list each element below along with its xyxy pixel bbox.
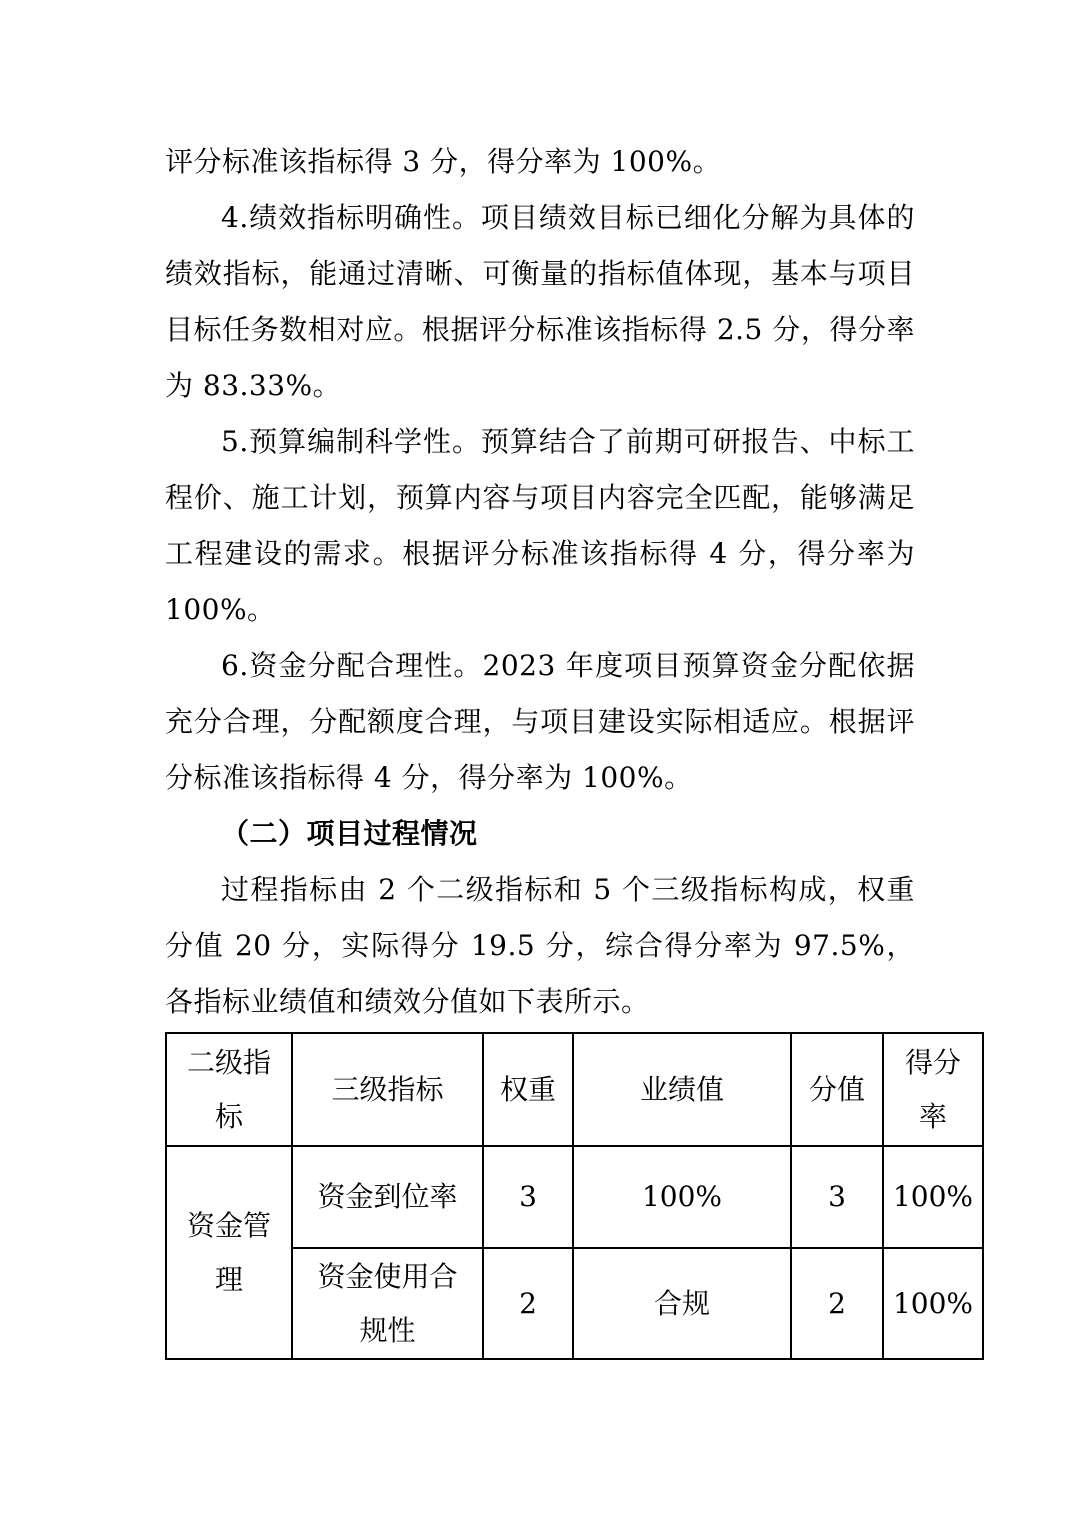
cell-fund-compliance-weight: 2 <box>483 1248 573 1359</box>
process-indicator-table <box>165 1032 984 1360</box>
cell-fund-compliance-score: 2 <box>791 1248 883 1359</box>
cell-fund-usage-compliance: 资金使用合规性 <box>292 1248 483 1359</box>
cell-fund-arrival-weight: 3 <box>483 1146 573 1248</box>
paragraph-process-summary: 过程指标由 2 个二级指标和 5 个三级指标构成，权重分值 20 分，实际得分 19.5 分，综合得分率为 97.5%，各指标业绩值和绩效分值如下表所示。 <box>165 873 915 1018</box>
table-row-fund-arrival <box>166 1146 983 1248</box>
cell-fund-arrival-score: 3 <box>791 1146 883 1248</box>
cell-fund-arrival-performance: 100% <box>573 1146 791 1248</box>
header-cell-level2-indicator: 二级指标 <box>166 1033 292 1146</box>
cell-fund-arrival-rate-percent: 100% <box>883 1146 983 1248</box>
header-cell-level3-indicator: 三级指标 <box>292 1033 483 1146</box>
paragraph-indicator-clarity: 4.绩效指标明确性。项目绩效目标已细化分解为具体的绩效指标，能通过清晰、可衡量的指标值体现，基本与项目目标任务数相对应。根据评分标准该指标得 2.5 分，得分率为 83.33%。 <box>165 201 915 402</box>
paragraph-score-3: 评分标准该指标得 3 分，得分率为 100%。 <box>165 145 722 178</box>
cell-fund-compliance-performance: 合规 <box>573 1248 791 1359</box>
header-cell-weight: 权重 <box>483 1033 573 1146</box>
table-header-row <box>166 1033 983 1146</box>
header-cell-score: 分值 <box>791 1033 883 1146</box>
section-heading-project-process: （二）项目过程情况 <box>221 817 478 850</box>
header-cell-score-rate: 得分率 <box>883 1033 983 1146</box>
header-cell-performance-value: 业绩值 <box>573 1033 791 1146</box>
body-text-block <box>165 134 915 1030</box>
cell-fund-arrival-rate: 资金到位率 <box>292 1146 483 1248</box>
paragraph-budget-science: 5.预算编制科学性。预算结合了前期可研报告、中标工程价、施工计划，预算内容与项目内容完全匹配，能够满足工程建设的需求。根据评分标准该指标得 4 分，得分率为 100%。 <box>165 425 915 626</box>
cell-fund-compliance-rate-percent: 100% <box>883 1248 983 1359</box>
cell-fund-management: 资金管理 <box>166 1146 292 1359</box>
paragraph-fund-allocation: 6.资金分配合理性。2023 年度项目预算资金分配依据充分合理，分配额度合理，与项目建设实际相适应。根据评分标准该指标得 4 分，得分率为 100%。 <box>165 649 915 794</box>
